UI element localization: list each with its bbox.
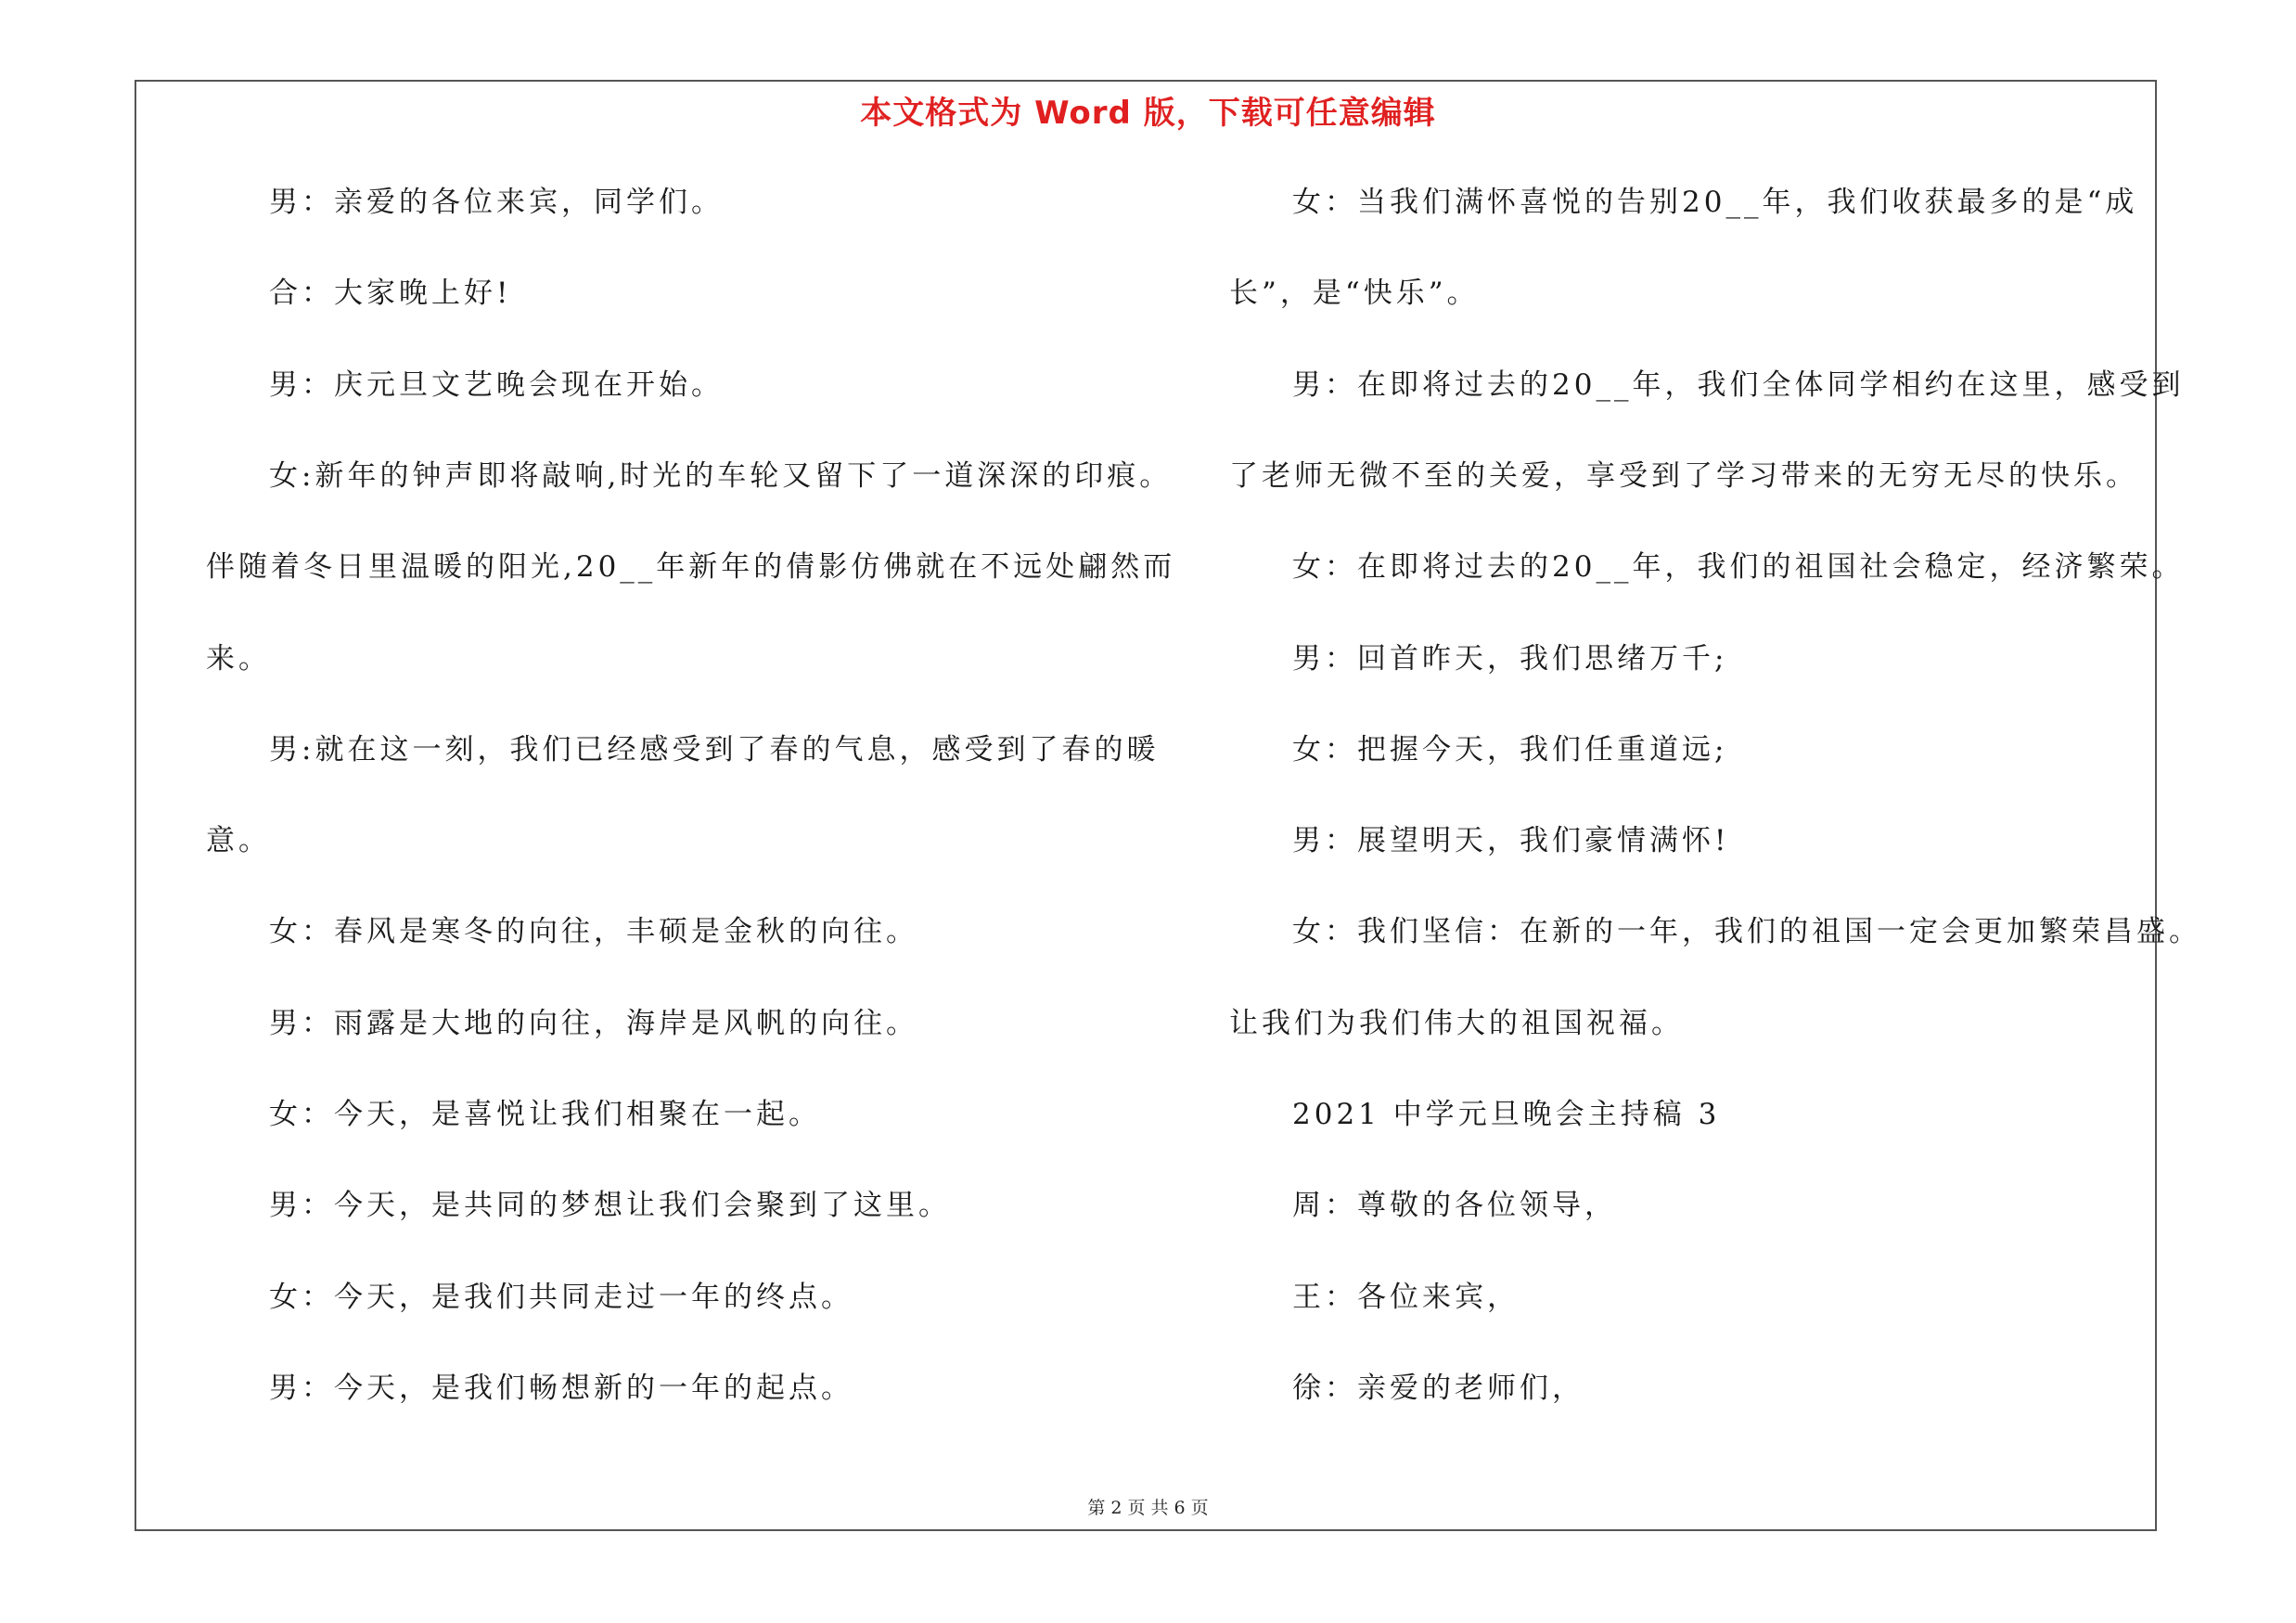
- page-number: 第 2 页 共 6 页: [1087, 1498, 1209, 1518]
- paragraph-line: 女：当我们满怀喜悦的告别20__年，我们收获最多的是“成: [1292, 186, 2138, 219]
- paragraph-line: 男：今天，是共同的梦想让我们会聚到了这里。: [269, 1189, 951, 1222]
- paragraph-line: 了老师无微不至的关爱，享受到了学习带来的无穷无尽的快乐。: [1229, 459, 2138, 493]
- document-banner: 本文格式为 Word 版，下载可任意编辑: [860, 95, 1436, 132]
- paragraph-line: 长”，是“快乐”。: [1229, 277, 1480, 310]
- paragraph-line: 来。: [206, 642, 271, 676]
- paragraph-line: 男：在即将过去的20__年，我们全体同学相约在这里，感受到: [1292, 368, 2185, 402]
- paragraph-line: 伴随着冬日里温暖的阳光,20__年新年的倩影仿佛就在不远处翩然而: [206, 550, 1176, 584]
- paragraph-line: 合：大家晚上好!: [269, 277, 512, 310]
- paragraph-line: 男：亲爱的各位来宾，同学们。: [269, 186, 724, 219]
- paragraph-line: 女：今天，是喜悦让我们相聚在一起。: [269, 1098, 821, 1131]
- paragraph-line: 女：春风是寒冬的向往，丰硕是金秋的向往。: [269, 915, 918, 948]
- paragraph-line: 女：把握今天，我们任重道远;: [1292, 733, 1728, 766]
- paragraph-line: 男:就在这一刻，我们已经感受到了春的气息，感受到了春的暖: [269, 733, 1160, 766]
- paragraph-line: 周：尊敬的各位领导，: [1292, 1189, 1617, 1222]
- paragraph-line: 男：今天，是我们畅想新的一年的起点。: [269, 1372, 853, 1405]
- paragraph-line: 女：今天，是我们共同走过一年的终点。: [269, 1281, 853, 1314]
- section-heading: 2021 中学元旦晚会主持稿 3: [1292, 1098, 1721, 1131]
- paragraph-line: 男：庆元旦文艺晚会现在开始。: [269, 368, 724, 402]
- paragraph-line: 徐：亲爱的老师们，: [1292, 1372, 1584, 1405]
- paragraph-line: 让我们为我们伟大的祖国祝福。: [1229, 1007, 1684, 1040]
- paragraph-line: 女:新年的钟声即将敲响,时光的车轮又留下了一道深深的印痕。: [269, 459, 1173, 493]
- paragraph-line: 男：雨露是大地的向往，海岸是风帆的向往。: [269, 1007, 918, 1040]
- paragraph-line: 男：回首昨天，我们思绪万千;: [1292, 642, 1728, 676]
- paragraph-line: 女：我们坚信：在新的一年，我们的祖国一定会更加繁荣昌盛。: [1292, 915, 2201, 948]
- paragraph-line: 意。: [206, 824, 271, 857]
- paragraph-line: 女：在即将过去的20__年，我们的祖国社会稳定，经济繁荣。: [1292, 550, 2185, 584]
- paragraph-line: 王：各位来宾，: [1292, 1281, 1520, 1314]
- paragraph-line: 男：展望明天，我们豪情满怀!: [1292, 824, 1730, 857]
